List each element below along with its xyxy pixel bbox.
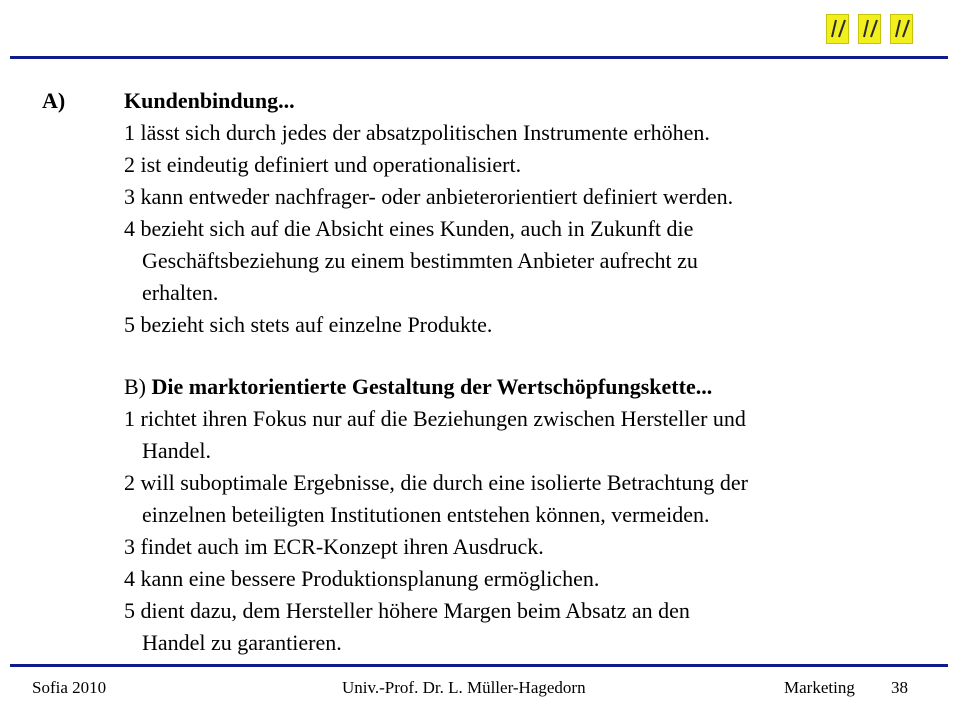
section-a-item: 2 ist eindeutig definiert und operationalisiert.: [124, 152, 522, 177]
section-a-label: A): [42, 88, 66, 113]
section-b-item-continuation: einzelnen beteiligten Institutionen entstehen können, vermeiden.: [142, 502, 710, 527]
section-b-item: 4 kann eine bessere Produktionsplanung ermöglichen.: [124, 566, 600, 591]
section-a-item: 3 kann entweder nachfrager- oder anbieterorientiert definiert werden.: [124, 184, 734, 209]
section-b-item-continuation: Handel zu garantieren.: [142, 630, 342, 655]
section-b-label: B): [124, 374, 152, 399]
section-a-item: 1 lässt sich durch jedes der absatzpolitischen Instrumente erhöhen.: [124, 120, 710, 145]
footer-location-year: Sofia 2010: [32, 678, 107, 697]
section-a-item-continuation: Geschäftsbeziehung zu einem bestimmten Anbieter aufrecht zu: [142, 248, 698, 273]
section-b-item: 3 findet auch im ECR-Konzept ihren Ausdruck.: [124, 534, 544, 559]
section-b-item: 1 richtet ihren Fokus nur auf die Beziehungen zwischen Hersteller und: [124, 406, 746, 431]
section-a-item: 4 bezieht sich auf die Absicht eines Kunden, auch in Zukunft die: [124, 216, 694, 241]
page-number: 38: [891, 678, 908, 697]
section-b-title: Die marktorientierte Gestaltung der Wertschöpfungskette...: [151, 374, 713, 399]
section-a-title: Kundenbindung...: [124, 88, 295, 113]
footer-rule: [10, 664, 948, 667]
footer-author: Univ.-Prof. Dr. L. Müller-Hagedorn: [342, 678, 586, 697]
section-b-item: 5 dient dazu, dem Hersteller höhere Margen beim Absatz an den: [124, 598, 690, 623]
section-a-item: 5 bezieht sich stets auf einzelne Produkte.: [124, 312, 493, 337]
footer-subject: Marketing: [784, 678, 855, 697]
section-a-item-continuation: erhalten.: [142, 280, 219, 305]
section-b-heading: [124, 374, 712, 400]
section-b-item-continuation: Handel.: [142, 438, 212, 463]
section-b-item: 2 will suboptimale Ergebnisse, die durch eine isolierte Betrachtung der: [124, 470, 748, 495]
